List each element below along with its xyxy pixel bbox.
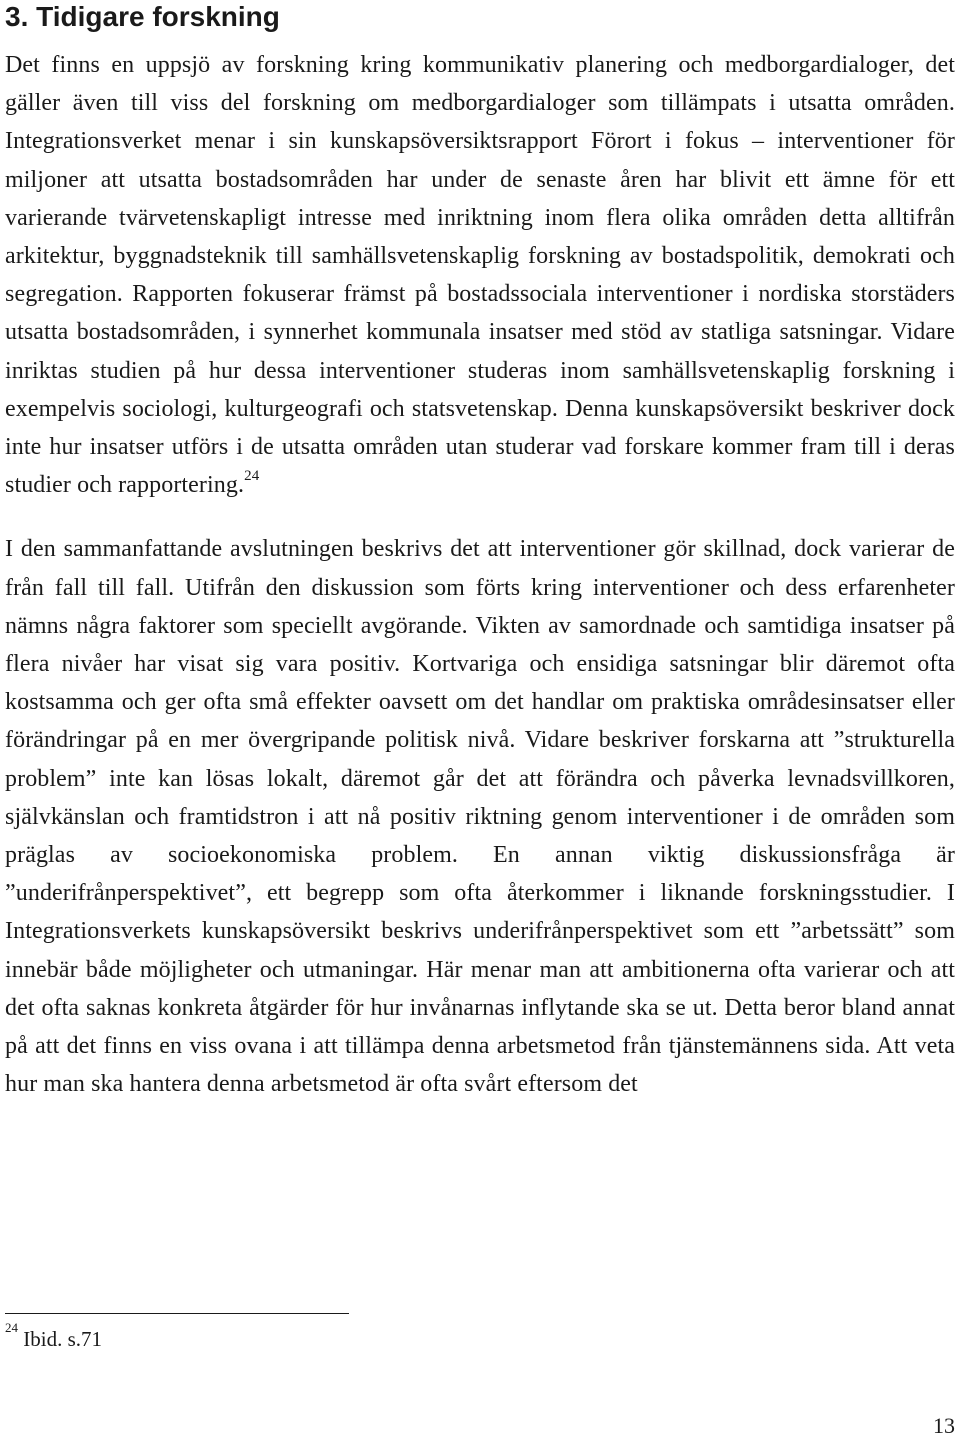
- page-number: 13: [933, 1413, 955, 1438]
- paragraph-summary: I den sammanfattande avslutningen beskrivs det att interventioner gör skillnad, dock varierar de från fall till fall. Utifrån den diskussion som förts kring interventioner och dess erfarenheter nämns några faktorer som speciellt avgörande. Vikten av samordnade och samtidiga insatser på flera nivåer har visat sig vara positiv. Kortvariga och ensidiga satsningar blir däremot ofta kostsamma och ger ofta små effekter oavsett om det handlar om praktiska områdesinsatser eller förändringar på en mer övergripande politisk nivå. Vidare beskriver forskarna att ”strukturella problem” inte kan lösas lokalt, däremot går det att förändra och påverka levnadsvillkoren, självkänslan och framtidstron i att nå positiv riktning genom interventioner i de områden som präglas av socioekonomiska problem. En annan viktig diskussionsfråga är ”underifrånperspektivet”, ett begrepp som ofta återkommer i liknande forskningsstudier. I Integrationsverkets kunskapsöversikt beskrivs underifrånperspektivet som ett ”arbetssätt” som innebär både möjligheter och utmaningar. Här menar man att ambitionerna ofta varierar och att det ofta saknas konkreta åtgärder för hur invånarnas inflytande ska se ut. Detta beror bland annat på att det finns en viss ovana i att tillämpa denna arbetsmetod från tjänstemännens sida. Att veta hur man ska hantera denna arbetsmetod är ofta svårt eftersom det: [5, 536, 955, 1098]
- footnote: [5, 1320, 102, 1354]
- document-page: [5, 0, 955, 1103]
- footnote-reference[interactable]: 24: [244, 468, 260, 485]
- footnote-number: 24: [5, 1320, 18, 1335]
- paragraph-1-text: Det finns en uppsjö av forskning kring kommunikativ planering och medborgardialoger, det gäller även till viss del forskning om medborgardialoger som tillämpats i utsatta områden. Integrationsverket menar i sin kunskapsöversiktsrapport Förort i fokus – interventioner för miljoner att utsatta bostadsområden har under de senaste åren har blivit ett ämne för ett varierande tvärvetenskapligt intresse med inriktning inom flera olika områden detta alltifrån arkitektur, byggnadsteknik till samhällsvetenskaplig forskning av bostadspolitik, demokrati och segregation. Rapporten fokuserar främst på bostadssociala interventioner i nordiska storstäders utsatta bostadsområden, i synnerhet kommunala insatser med stöd av statliga satsningar. Vidare inriktas studien på hur dessa interventioner studeras inom samhällsvetenskaplig forskning i exempelvis sociologi, kulturgeografi och statsvetenskap. Denna kunskapsöversikt beskriver dock inte hur insatser utförs i de utsatta områden utan studerar vad forskare kommer fram till i deras studier och rapportering.: [5, 52, 955, 499]
- section-heading: 3. Tidigare forskning: [5, 1, 280, 32]
- footnote-text: Ibid. s.71: [23, 1327, 102, 1351]
- footnote-divider: [5, 1313, 349, 1314]
- paragraph-previous-research: [5, 46, 955, 504]
